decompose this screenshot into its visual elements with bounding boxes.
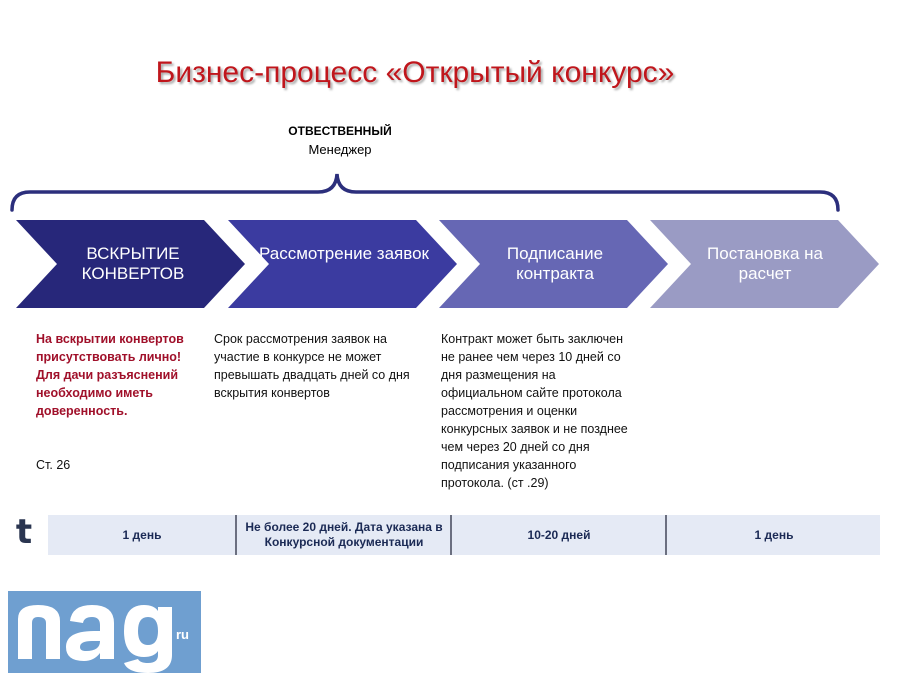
timeline-cell-opening: 1 день	[122, 527, 162, 542]
t-letter-icon	[0, 495, 48, 569]
chevron-step-2	[228, 220, 457, 308]
t-letter-text: t	[15, 512, 33, 552]
step-label-contract: Подписание контракта	[506, 244, 604, 283]
step-label-review: Рассмотрение заявок	[259, 244, 429, 263]
responsibility-bracket	[0, 168, 906, 216]
timeline-cell-contract: 10-20 дней	[527, 527, 591, 542]
description-contract: Контракт может быть заключен не ранее чем через 10 дней со дня размещения на официальном сайте протокола рассмотрения и оценки конкурсных заявок и не позднее чем через 20 дней со дня подписания указанного протокола. (ст .29)	[441, 332, 628, 490]
logo-suffix: ru	[176, 627, 189, 642]
timeline-cell-review: Не более 20 дней. Дата указана в Конкурсной документации	[245, 520, 443, 549]
timeline-divider	[450, 515, 452, 555]
timeline-bar	[22, 515, 880, 555]
responsible-label: ОТВЕСТВЕННЫЙ	[288, 124, 392, 138]
timeline-cell-registration: 1 день	[754, 527, 794, 542]
description-opening: На вскрытии конвертов присутствовать лично! Для дачи разъяснений необходимо иметь доверенность.	[36, 332, 184, 418]
timeline-divider	[665, 515, 667, 555]
page-title: Бизнес-процесс «Открытый конкурс»	[155, 56, 675, 89]
step-label-registration: Постановка на расчет	[707, 244, 823, 283]
description-review: Срок рассмотрения заявок на участие в конкурсе не может превышать двадцать дней со дня вскрытия конвертов	[214, 332, 410, 400]
article-reference: Ст. 26	[36, 458, 71, 472]
responsible-value: Менеджер	[308, 142, 372, 157]
nag-logo	[8, 591, 201, 673]
step-label-opening: ВСКРЫТИЕ КОНВЕРТОВ	[81, 244, 185, 283]
timeline-divider	[235, 515, 237, 555]
